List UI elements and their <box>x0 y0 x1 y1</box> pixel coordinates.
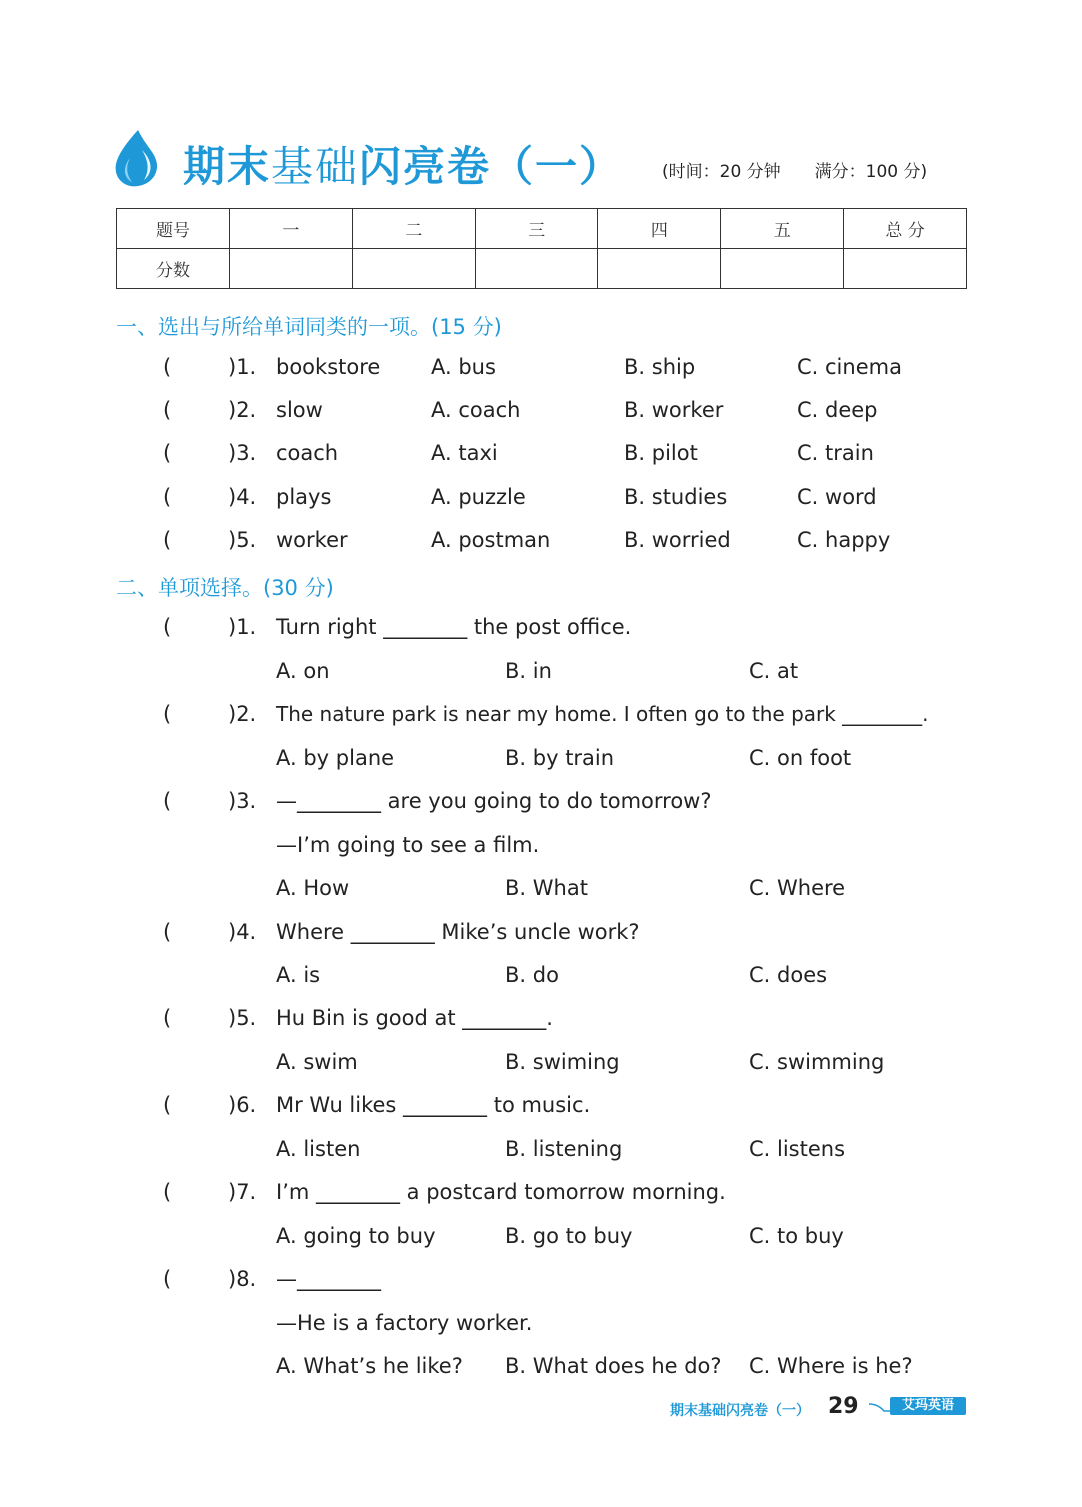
question-stem: Turn right ________ the post office. <box>276 615 632 639</box>
section2-question-row <box>0 1093 1082 1133</box>
page-title <box>183 134 623 194</box>
section2-question-row <box>0 789 1082 829</box>
question-number: )6. <box>228 1093 257 1117</box>
section2-options-row <box>0 1137 1082 1177</box>
blue-droplet-icon <box>112 128 160 188</box>
question-stem: —________ are you going to do tomorrow? <box>276 789 712 813</box>
score-entry-cell[interactable] <box>844 249 967 289</box>
question-stem: bookstore <box>276 355 381 379</box>
answer-paren[interactable]: ( <box>163 920 172 944</box>
question-stem: slow <box>276 398 323 422</box>
score-table-score-row <box>117 249 967 289</box>
answer-paren[interactable]: ( <box>163 1093 172 1117</box>
section2-options-row <box>0 1224 1082 1264</box>
question-stem: The nature park is near my home. I often go to the park ________. <box>276 702 929 726</box>
answer-paren[interactable]: ( <box>163 1006 172 1030</box>
section1-question-row <box>0 485 1082 525</box>
section2-question-row <box>0 615 1082 655</box>
section2-options-row <box>0 659 1082 699</box>
option-b: B. worried <box>624 528 731 552</box>
brand-badge: 艾玛英语 <box>890 1397 966 1415</box>
option-a: A. swim <box>276 1050 358 1074</box>
section1-question-row <box>0 528 1082 568</box>
option-b: B. listening <box>505 1137 623 1161</box>
answer-paren[interactable]: ( <box>163 485 172 509</box>
option-c: C. listens <box>749 1137 846 1161</box>
page-number: 29 <box>828 1394 859 1419</box>
option-b: B. by train <box>505 746 615 770</box>
answer-paren[interactable]: ( <box>163 441 172 465</box>
answer-paren[interactable]: ( <box>163 398 172 422</box>
question-number: )8. <box>228 1267 257 1291</box>
question-stem-reply: —He is a factory worker. <box>276 1311 533 1335</box>
section2-options-row <box>0 746 1082 786</box>
option-c: C. at <box>749 659 799 683</box>
title-bold-part2: 闪亮卷（一） <box>359 142 624 191</box>
option-c: C. does <box>749 963 828 987</box>
full-score: 满分：100 分) <box>814 162 928 182</box>
option-b: B. pilot <box>624 441 698 465</box>
option-a: A. What’s he like? <box>276 1354 463 1378</box>
section2-question-row <box>0 1180 1082 1220</box>
option-c: C. Where is he? <box>749 1354 913 1378</box>
question-number: )2. <box>228 398 257 422</box>
score-table <box>116 208 967 289</box>
question-number: )7. <box>228 1180 257 1204</box>
section1-title: 一、选出与所给单词同类的一项。(15 分) <box>116 315 502 339</box>
option-c: C. happy <box>797 528 891 552</box>
question-stem: —________ <box>276 1267 381 1291</box>
question-stem: Where ________ Mike’s uncle work? <box>276 920 640 944</box>
option-b: B. What does he do? <box>505 1354 722 1378</box>
section2-options-row <box>0 876 1082 916</box>
option-a: A. is <box>276 963 321 987</box>
section2-options-row <box>0 1050 1082 1090</box>
question-number: )5. <box>228 528 257 552</box>
answer-paren[interactable]: ( <box>163 1267 172 1291</box>
answer-paren[interactable]: ( <box>163 528 172 552</box>
score-table-cell: 分数 <box>117 249 230 289</box>
question-number: )2. <box>228 702 257 726</box>
section2-dialogue-row <box>0 1311 1082 1351</box>
title-light-part: 基础 <box>271 142 360 191</box>
section1-question-row <box>0 398 1082 438</box>
section1-question-row <box>0 355 1082 395</box>
score-entry-cell[interactable] <box>598 249 721 289</box>
section2-title: 二、单项选择。(30 分) <box>116 576 334 600</box>
score-table-cell: 二 <box>352 209 475 249</box>
question-stem: coach <box>276 441 339 465</box>
option-a: A. listen <box>276 1137 361 1161</box>
option-c: C. deep <box>797 398 878 422</box>
option-c: C. swimming <box>749 1050 885 1074</box>
option-b: B. studies <box>624 485 728 509</box>
option-a: A. How <box>276 876 350 900</box>
section1-question-row <box>0 441 1082 481</box>
time-limit: (时间：20 分钟 <box>662 162 781 182</box>
option-b: B. in <box>505 659 552 683</box>
option-c: C. word <box>797 485 877 509</box>
option-c: C. to buy <box>749 1224 844 1248</box>
option-a: A. postman <box>431 528 551 552</box>
answer-paren[interactable]: ( <box>163 615 172 639</box>
option-a: A. taxi <box>431 441 498 465</box>
question-number: )3. <box>228 441 257 465</box>
question-stem: I’m ________ a postcard tomorrow morning. <box>276 1180 726 1204</box>
score-table-cell: 三 <box>475 209 598 249</box>
section2-options-row <box>0 1354 1082 1394</box>
section2-question-row <box>0 702 1082 742</box>
title-bold-part1: 期末 <box>183 142 272 191</box>
section2-question-row <box>0 1267 1082 1307</box>
score-table-cell: 四 <box>598 209 721 249</box>
option-b: B. worker <box>624 398 724 422</box>
option-a: A. bus <box>431 355 496 379</box>
question-number: )5. <box>228 1006 257 1030</box>
option-c: C. train <box>797 441 874 465</box>
answer-paren[interactable]: ( <box>163 1180 172 1204</box>
footer-title: 期末基础闪亮卷（一） <box>670 1403 810 1419</box>
option-a: A. coach <box>431 398 521 422</box>
option-c: C. cinema <box>797 355 902 379</box>
answer-paren[interactable]: ( <box>163 789 172 813</box>
option-b: B. do <box>505 963 559 987</box>
question-stem: worker <box>276 528 348 552</box>
question-number: )1. <box>228 615 257 639</box>
score-table-cell: 题号 <box>117 209 230 249</box>
question-number: )3. <box>228 789 257 813</box>
option-a: A. puzzle <box>431 485 526 509</box>
option-a: A. by plane <box>276 746 395 770</box>
question-stem: plays <box>276 485 332 509</box>
score-table-header-row <box>117 209 967 249</box>
option-a: A. going to buy <box>276 1224 436 1248</box>
score-table-cell: 总 分 <box>844 209 967 249</box>
score-table-cell: 五 <box>721 209 844 249</box>
score-entry-cell[interactable] <box>475 249 598 289</box>
option-b: B. go to buy <box>505 1224 633 1248</box>
score-entry-cell[interactable] <box>721 249 844 289</box>
question-number: )4. <box>228 920 257 944</box>
answer-paren[interactable]: ( <box>163 355 172 379</box>
option-c: C. Where <box>749 876 846 900</box>
section2-question-row <box>0 1006 1082 1046</box>
exam-meta <box>662 157 933 182</box>
question-number: )4. <box>228 485 257 509</box>
option-b: B. What <box>505 876 588 900</box>
question-stem: Mr Wu likes ________ to music. <box>276 1093 591 1117</box>
section2-options-row <box>0 963 1082 1003</box>
option-b: B. ship <box>624 355 696 379</box>
question-stem: Hu Bin is good at ________. <box>276 1006 553 1030</box>
question-stem-reply: —I’m going to see a film. <box>276 833 540 857</box>
section2-dialogue-row <box>0 833 1082 873</box>
option-a: A. on <box>276 659 330 683</box>
answer-paren[interactable]: ( <box>163 702 172 726</box>
score-entry-cell[interactable] <box>230 249 353 289</box>
question-number: )1. <box>228 355 257 379</box>
score-table-cell: 一 <box>230 209 353 249</box>
section2-question-row <box>0 920 1082 960</box>
score-entry-cell[interactable] <box>352 249 475 289</box>
option-c: C. on foot <box>749 746 852 770</box>
option-b: B. swiming <box>505 1050 620 1074</box>
